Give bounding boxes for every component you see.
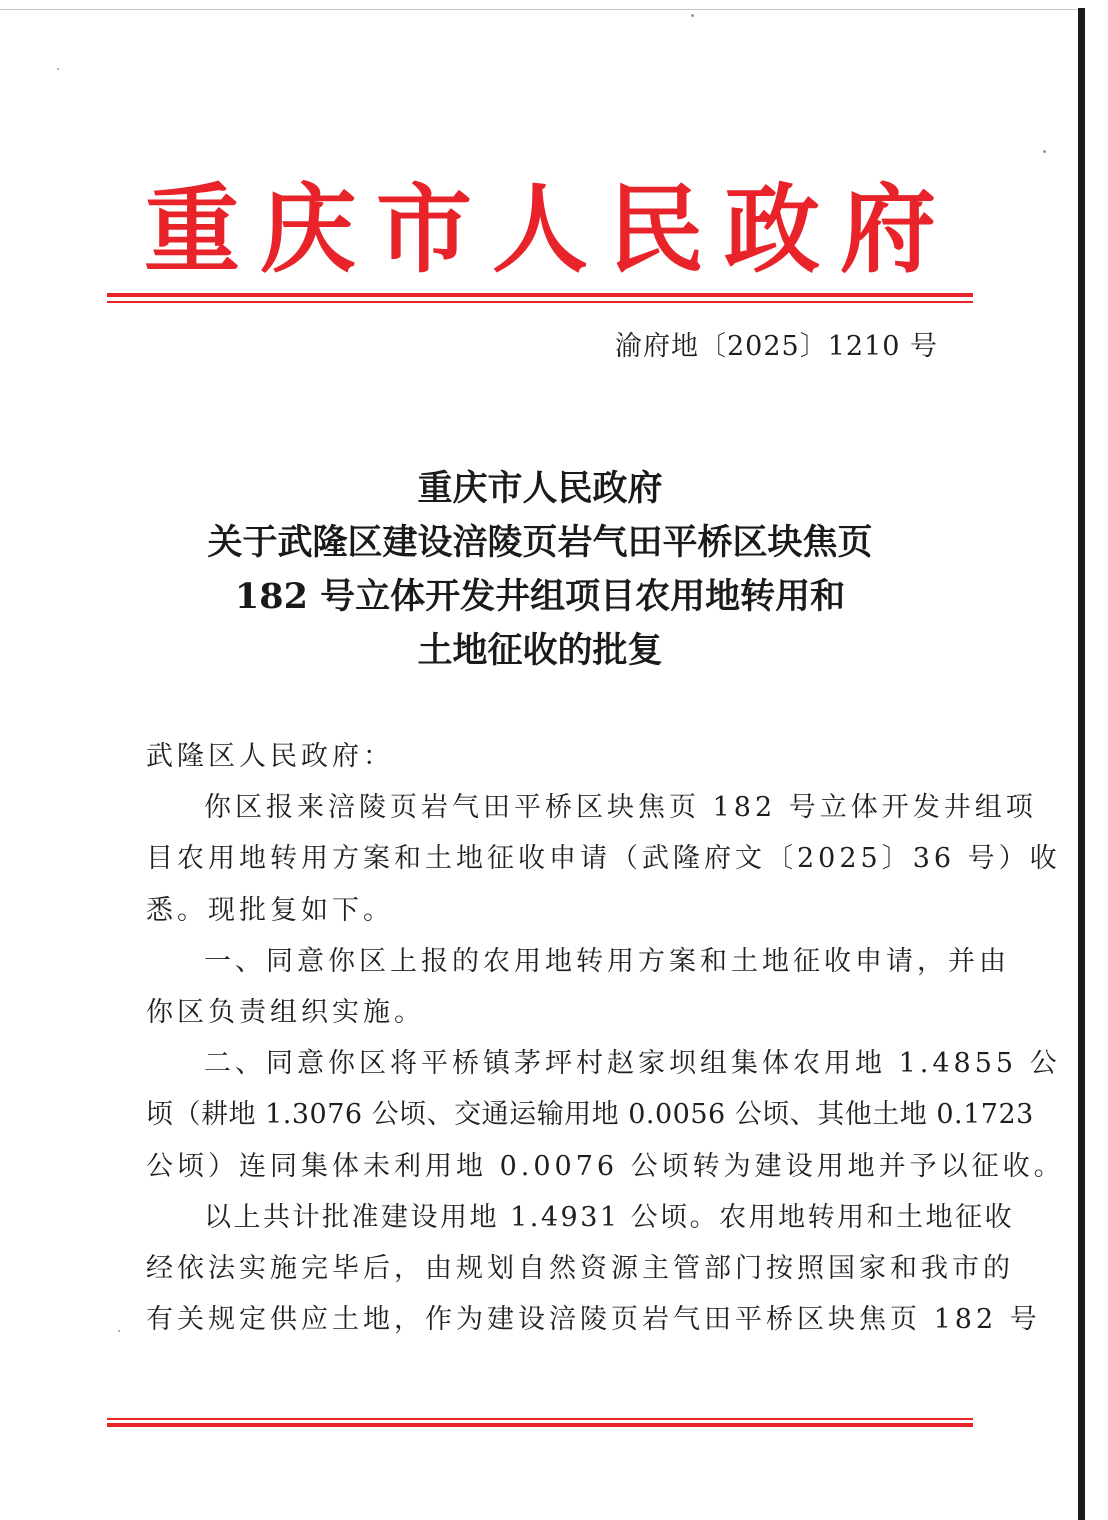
document-body [146, 731, 1065, 1345]
letterhead-char: 人 [492, 174, 588, 286]
body-line: 公顷）连同集体未利用地 0.0076 公顷转为建设用地并予以征收。 [146, 1150, 1065, 1182]
title-line: 关于武隆区建设涪陵页岩气田平桥区块焦页 [207, 522, 873, 563]
body-line: 悉。现批复如下。 [146, 894, 394, 926]
footer-rule-thick [107, 1423, 973, 1427]
body-line: 目农用地转用方案和土地征收申请（武隆府文〔2025〕36 号）收 [146, 843, 1061, 875]
letterhead-rule-thin [107, 301, 973, 303]
letterhead-char: 府 [840, 174, 936, 286]
letterhead-char: 民 [608, 174, 704, 286]
title-line: 土地征收的批复 [417, 630, 663, 671]
scan-speck [691, 14, 694, 17]
body-line: 有关规定供应土地，作为建设涪陵页岩气田平桥区块焦页 182 号 [146, 1304, 1041, 1336]
body-line: 二、同意你区将平桥镇茅坪村赵家坝组集体农用地 1.4855 公 [204, 1048, 1061, 1080]
document-title [100, 462, 980, 678]
addressee: 武隆区人民政府： [146, 741, 394, 772]
letterhead-rule-thick [107, 293, 973, 297]
body-line: 经依法实施完毕后，由规划自然资源主管部门按照国家和我市的 [146, 1253, 1014, 1285]
letterhead-char: 重 [144, 174, 240, 286]
letterhead-title [100, 170, 980, 290]
letterhead-char: 市 [376, 174, 472, 286]
scan-speck [57, 68, 59, 70]
scan-edge-top [0, 9, 1085, 10]
body-line: 一、同意你区上报的农用地转用方案和土地征收申请，并由 [204, 945, 1010, 977]
scan-edge-right [1078, 8, 1085, 1520]
letterhead-char: 庆 [260, 174, 356, 286]
title-line: 重庆市人民政府 [417, 468, 663, 509]
body-line: 你区报来涪陵页岩气田平桥区块焦页 182 号立体开发井组项 [204, 792, 1037, 824]
body-line: 你区负责组织实施。 [146, 997, 425, 1029]
body-line: 以上共计批准建设用地 1.4931 公顷。农用地转用和土地征收 [204, 1201, 1015, 1233]
letterhead-char: 政 [724, 174, 820, 286]
body-line: 顷（耕地 1.3076 公顷、交通运输用地 0.0056 公顷、其他土地 0.1723 [146, 1099, 1034, 1131]
scan-speck [118, 1330, 120, 1332]
scan-speck [1043, 150, 1046, 153]
footer-rule-thin [107, 1418, 973, 1420]
document-number: 渝府地〔2025〕1210 号 [614, 331, 938, 362]
title-line: 182 号立体开发井组项目农用地转用和 [234, 576, 846, 617]
